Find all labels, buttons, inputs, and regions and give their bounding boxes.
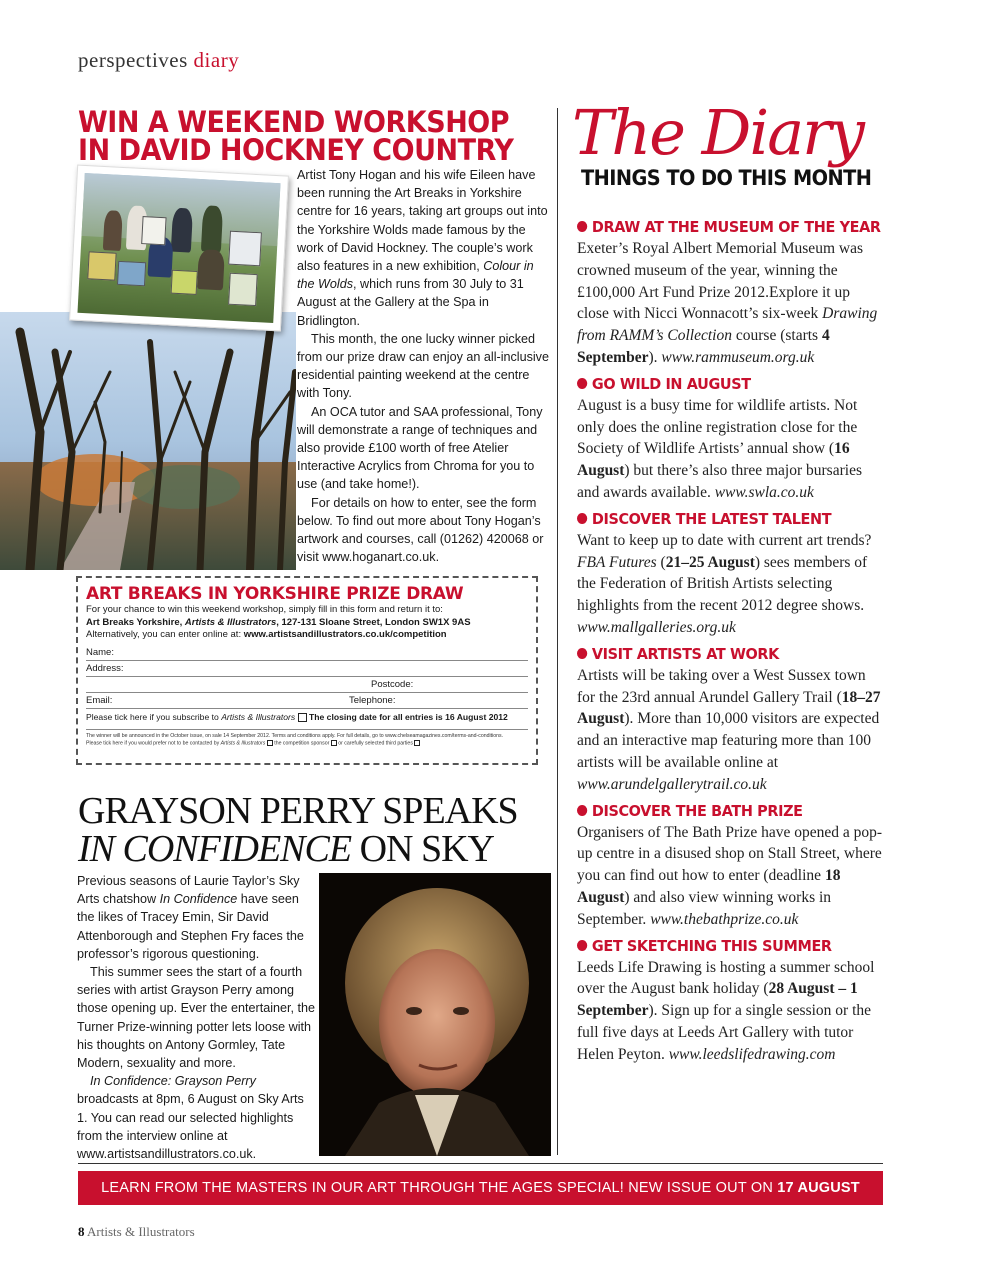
magazine-name: Artists & Illustrators xyxy=(87,1224,195,1239)
diary-entry xyxy=(577,937,885,1066)
entry-text-b: ) but there’s also three major bursaries and awards available. xyxy=(577,462,862,501)
kicker-main: perspectives xyxy=(78,48,188,72)
entry-heading-text: VISIT ARTISTS AT WORK xyxy=(591,644,779,663)
entry-heading xyxy=(577,645,863,663)
workshop-headline xyxy=(78,105,515,167)
bullet-dot-icon xyxy=(577,221,587,232)
entry-text-b: course (starts xyxy=(732,327,822,345)
optout-checkbox-third-parties[interactable] xyxy=(414,740,420,746)
entry-url[interactable]: www.rammuseum.org.uk xyxy=(661,348,815,366)
page-footer xyxy=(78,1224,195,1240)
bullet-dot-icon xyxy=(577,805,587,816)
telephone-label: Telephone: xyxy=(349,694,396,706)
grayson-body xyxy=(77,872,317,1163)
address-field[interactable] xyxy=(86,661,528,677)
optout-text-c: or carefully selected third parties xyxy=(336,740,413,747)
grayson-paragraph-2: This summer sees the start of a fourth series with artist Grayson Perry among those opening up. Ever the entertainer, the Turner Prize-winning potter lets loose with his thoughts on Antony Gormley, Tate Modern, sexuality and more. xyxy=(77,965,316,1071)
exhibition-title: Colour in the Wolds xyxy=(297,259,534,292)
p1-text-a: Artist Tony Hogan and his wife Eileen have been running the Art Breaks in Yorkshire centre for 16 years, taking art groups out into the Yorkshire Wolds made famous by the work of David Hockney. The couple’s work also features in a new exhibition, xyxy=(297,168,548,274)
diary-subtitle: THINGS TO DO THIS MONTH xyxy=(581,166,872,190)
tree-lined-lane-painting xyxy=(0,312,296,570)
gp1-text-a: Previous seasons of Laurie Taylor’s Sky Arts chatshow xyxy=(77,874,300,907)
gp3-text: broadcasts at 8pm, 6 August on Sky Arts 1. You can read our selected highlights from the interview online at www.artistsandillustrators.co.uk. xyxy=(77,1092,304,1162)
name-field[interactable] xyxy=(86,645,528,661)
entry-text-b: ). More than 10,000 visitors are expected and an interactive map featuring more than 100 artists will be available online at xyxy=(577,710,880,771)
grayson-paragraph-3 xyxy=(77,1072,317,1163)
title-end: ON SKY xyxy=(351,828,494,870)
grayson-perry-portrait xyxy=(319,873,551,1156)
email-label: Email: xyxy=(86,694,113,706)
entry-url[interactable]: www.arundelgallerytrail.co.uk xyxy=(577,775,767,793)
postcode-label: Postcode: xyxy=(371,678,414,690)
closing-date: The closing date for all entries is 16 August 2012 xyxy=(309,711,508,722)
postcode-field[interactable] xyxy=(86,677,528,693)
banner-rule xyxy=(78,1163,883,1164)
optout-text-b: the competition sponsor xyxy=(272,740,330,747)
subscribe-text: Please tick here if you subscribe to xyxy=(86,711,222,722)
entry-text xyxy=(577,665,885,796)
chatshow-title: In Confidence xyxy=(159,892,238,907)
entry-text-b: ( xyxy=(656,553,666,571)
online-text: Alternatively, you can enter online at: xyxy=(86,629,244,640)
entry-text xyxy=(577,957,885,1066)
entry-text-a: Organisers of The Bath Prize have opened a pop-up centre in a disused shop on Stall Street, where you can find out how to enter (deadline xyxy=(577,823,883,885)
diary-entries xyxy=(577,218,885,1072)
entry-text-b: ) and also view winning works in September. xyxy=(577,888,832,928)
optout-magazine: Artists & Illustrators xyxy=(220,740,266,747)
entry-text xyxy=(577,530,885,639)
column-divider xyxy=(557,108,558,1155)
bullet-dot-icon xyxy=(577,378,587,389)
form-address xyxy=(86,617,528,630)
name-label: Name: xyxy=(86,646,114,658)
diary-entry xyxy=(577,510,885,639)
address-text-b: , 127-131 Sloane Street, London SW1X 9AS xyxy=(276,616,471,628)
entry-text xyxy=(577,238,885,369)
gp1-text-b: have seen the likes of Tracey Emin, Sir David Attenborough and Stephen Fry faces the professor’s rigorous questioning. xyxy=(77,892,304,961)
entry-heading xyxy=(577,802,863,820)
headline-line-2: IN DAVID HOCKNEY COUNTRY xyxy=(78,133,514,167)
page-number: 8 xyxy=(78,1224,85,1239)
subscribe-row xyxy=(86,711,528,724)
address-text-a: Art Breaks Yorkshire, xyxy=(86,616,185,628)
diary-entry xyxy=(577,218,885,369)
workshop-paragraph-2: This month, the one lucky winner picked from our prize draw can enjoy an all-inclusive residential painting weekend at the centre with Tony. xyxy=(297,331,549,401)
banner-text: LEARN FROM THE MASTERS IN OUR ART THROUGH THE AGES SPECIAL! NEW ISSUE OUT ON xyxy=(101,1180,778,1196)
kicker-accent: diary xyxy=(193,48,240,72)
entry-text-a: Exeter’s Royal Albert Memorial Museum was crowned museum of the year, winning the £100,000 Art Fund Prize 2012.Explore it up close with Nicci Wonnacott’s six-week xyxy=(577,240,863,323)
entry-date: 21–25 August xyxy=(665,553,755,571)
grayson-paragraph-1 xyxy=(77,872,317,963)
entry-date: 18 August xyxy=(577,867,841,906)
entry-url[interactable]: www.swla.co.uk xyxy=(714,483,814,501)
entry-heading xyxy=(577,218,881,236)
form-title: ART BREAKS IN YORKSHIRE PRIZE DRAW xyxy=(86,584,464,604)
form-online xyxy=(86,629,528,642)
competition-url[interactable]: www.artistsandillustrators.co.uk/competition xyxy=(243,629,447,640)
workshop-paragraph-1 xyxy=(297,166,549,330)
grayson-headline-line-2 xyxy=(78,830,518,868)
entry-text-a: Want to keep up to date with current art trends? xyxy=(577,531,872,549)
headline-line-1: WIN A WEEKEND WORKSHOP xyxy=(78,105,510,139)
bullet-dot-icon xyxy=(577,648,587,659)
section-kicker xyxy=(78,48,239,73)
diary-entry xyxy=(577,645,885,796)
address-label: Address: xyxy=(86,662,124,674)
p1-text-b: , which runs from 30 July to 31 August at the Gallery at the Spa in Bridlington. xyxy=(297,277,524,328)
grayson-headline xyxy=(78,792,518,868)
entry-heading-text: DISCOVER THE BATH PRIZE xyxy=(591,801,803,820)
entry-text-c: ). xyxy=(648,348,662,366)
entry-text xyxy=(577,395,885,504)
diary-entry xyxy=(577,802,885,931)
optout-text-a: Please tick here if you would prefer not to be contacted by xyxy=(86,740,221,747)
workshop-paragraph-4: For details on how to enter, see the form below. To find out more about Tony Hogan’s artwork and courses, call (01262) 420068 or visit www.hoganart.co.uk. xyxy=(297,495,544,565)
entry-heading-text: GO WILD IN AUGUST xyxy=(591,374,751,393)
bullet-dot-icon xyxy=(577,940,587,951)
contact-optout xyxy=(86,740,528,747)
entry-url[interactable]: www.mallgalleries.org.uk xyxy=(577,618,736,636)
grayson-headline-line-1: GRAYSON PERRY SPEAKS xyxy=(78,790,518,832)
subscribe-checkbox[interactable] xyxy=(298,713,307,722)
entry-heading-text: DRAW AT THE MUSEUM OF THE YEAR xyxy=(591,218,881,236)
entry-text-a: Leeds Life Drawing is hosting a summer school over the August bank holiday ( xyxy=(577,958,875,998)
entry-heading-text: GET SKETCHING THIS SUMMER xyxy=(591,936,832,955)
bullet-dot-icon xyxy=(577,513,587,524)
banner-date: 17 AUGUST xyxy=(777,1180,860,1196)
entry-text xyxy=(577,822,885,931)
entry-text-a: Artists will be taking over a West Sussex town for the 23rd annual Arundel Gallery Trail ( xyxy=(577,666,866,706)
entry-text-a: August is a busy time for wildlife artists. Not only does the online registration close for the Society of Wildlife Artists’ annual show ( xyxy=(577,396,858,458)
email-telephone-field[interactable] xyxy=(86,693,528,709)
prize-draw-form xyxy=(76,576,538,765)
artists-group-photo xyxy=(69,165,289,332)
broadcast-title: In Confidence: Grayson Perry xyxy=(90,1074,256,1089)
entry-heading-text: DISCOVER THE LATEST TALENT xyxy=(591,509,832,528)
entry-heading xyxy=(577,510,863,528)
show-title: IN CONFIDENCE xyxy=(78,828,352,870)
entry-url[interactable]: www.leedslifedrawing.com xyxy=(668,1045,836,1063)
address-magazine: Artists & Illustrators xyxy=(184,616,277,628)
diary-entry xyxy=(577,375,885,504)
workshop-body xyxy=(297,166,549,566)
entry-url[interactable]: www.thebathprize.co.uk xyxy=(650,910,799,928)
entry-text-c: ) sees members of the Federation of British Artists selecting highlights from the recent 2012 degree shows. xyxy=(577,553,868,615)
terms-note: The winner will be announced in the October issue, on sale 14 September 2012. Terms and conditions apply. For full details, go to www.chelseamagazines.com/terms-and-conditions. xyxy=(86,729,528,740)
subscribe-magazine: Artists & Illustrators xyxy=(221,711,296,722)
entry-show-title: FBA Futures xyxy=(577,553,657,571)
entry-date: 4 September xyxy=(577,327,830,366)
entry-heading xyxy=(577,375,863,393)
diary-script-title: The Diary xyxy=(572,96,863,169)
entry-date: 28 August – 1 September xyxy=(577,980,858,1020)
entry-date: 16 August xyxy=(577,440,850,480)
next-issue-banner xyxy=(78,1171,883,1205)
entry-text-b: ). Sign up for a single session or the full five days at Leeds Art Gallery with tutor Helen Peyton. xyxy=(577,1002,872,1063)
entry-heading xyxy=(577,937,863,955)
entry-course-title: Drawing from RAMM’s Collection xyxy=(577,305,878,345)
entry-date: 18–27 August xyxy=(577,688,881,728)
workshop-paragraph-3: An OCA tutor and SAA professional, Tony will demonstrate a range of techniques and also provide £100 worth of free Atelier Interactive Acrylics from Chroma for you to use (and take home!). xyxy=(297,404,543,492)
form-intro: For your chance to win this weekend workshop, simply fill in this form and return it to: xyxy=(86,604,443,615)
